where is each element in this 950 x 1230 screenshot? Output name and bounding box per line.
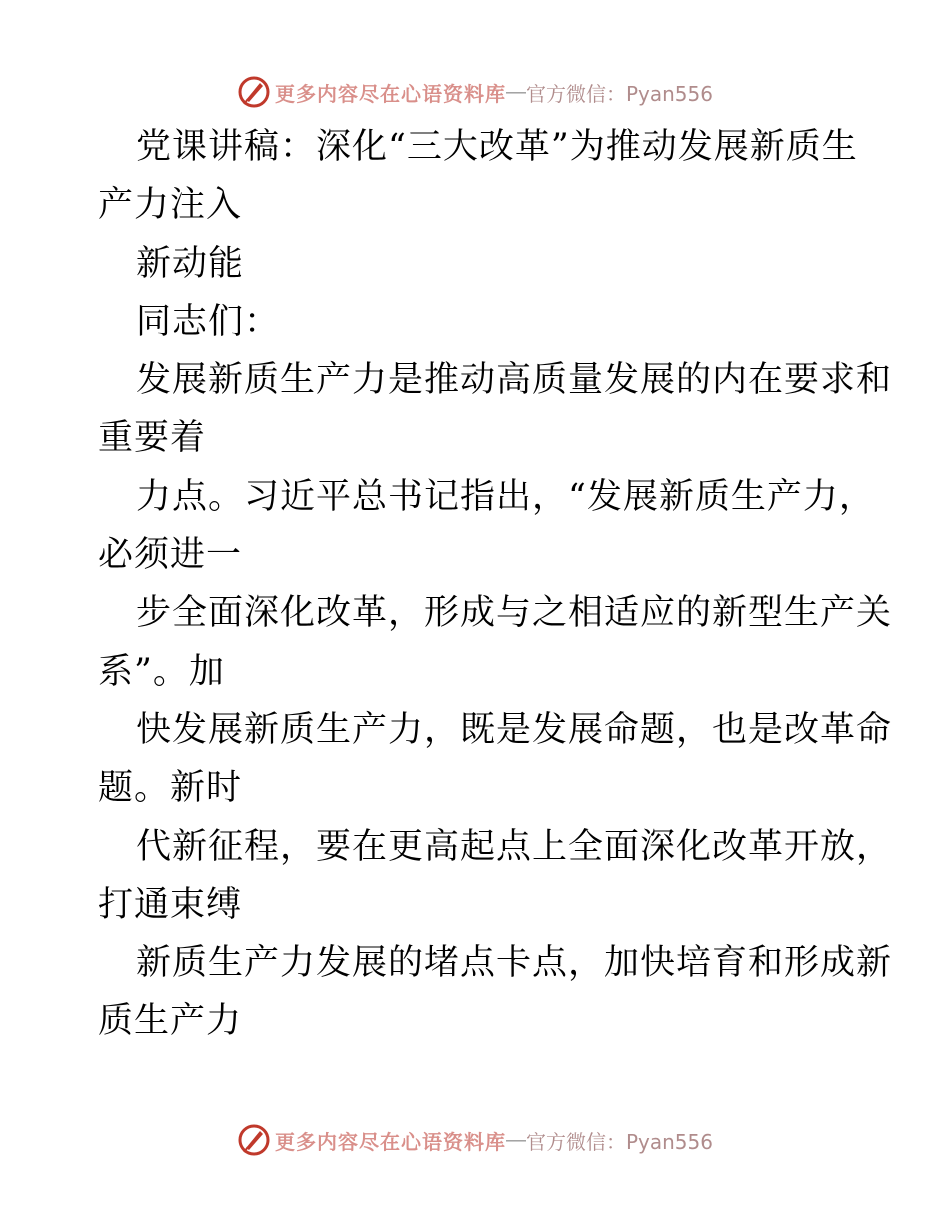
- footer-watermark: [0, 1120, 950, 1160]
- text-line: 党课讲稿：深化“三大改革”为推动发展新质生: [136, 127, 858, 167]
- text-line: 同志们：: [136, 301, 281, 342]
- text-line: 打通束缚: [98, 884, 243, 925]
- watermark-dash: —: [505, 1128, 526, 1151]
- text-line: 题。新时: [98, 768, 243, 809]
- text-line: 发展新质生产力是推动高质量发展的内在要求和: [136, 360, 893, 401]
- text-line: 代新征程，要在更高起点上全面深化改革开放，: [136, 826, 893, 867]
- text-line: 产力注入: [98, 185, 243, 226]
- text-line: 快发展新质生产力，既是发展命题，也是改革命: [136, 709, 893, 750]
- text-line: 质生产力: [98, 1001, 243, 1042]
- text-line: 系”。加: [98, 651, 225, 692]
- watermark-brand: 更多内容尽在心语资料库: [274, 81, 506, 106]
- text-line: 新动能: [136, 243, 245, 284]
- document-body: [98, 118, 893, 1051]
- text-line: 新质生产力发展的堵点卡点，加快培育和形成新: [136, 943, 893, 984]
- header-watermark: [0, 72, 950, 112]
- watermark-dash: —: [505, 80, 526, 103]
- text-line: 必须进一: [98, 535, 243, 576]
- quill-logo-icon: [237, 75, 271, 109]
- quill-logo-icon: [237, 1123, 271, 1157]
- text-line: 力点。习近平总书记指出，“发展新质生产力，: [136, 476, 875, 517]
- text-line: 步全面深化改革，形成与之相适应的新型生产关: [136, 593, 893, 634]
- watermark-brand: 更多内容尽在心语资料库: [274, 1129, 506, 1154]
- watermark-wechat: 官方微信：Pyan556: [525, 1129, 713, 1154]
- watermark-wechat: 官方微信：Pyan556: [525, 81, 713, 106]
- text-line: 重要着: [98, 418, 207, 459]
